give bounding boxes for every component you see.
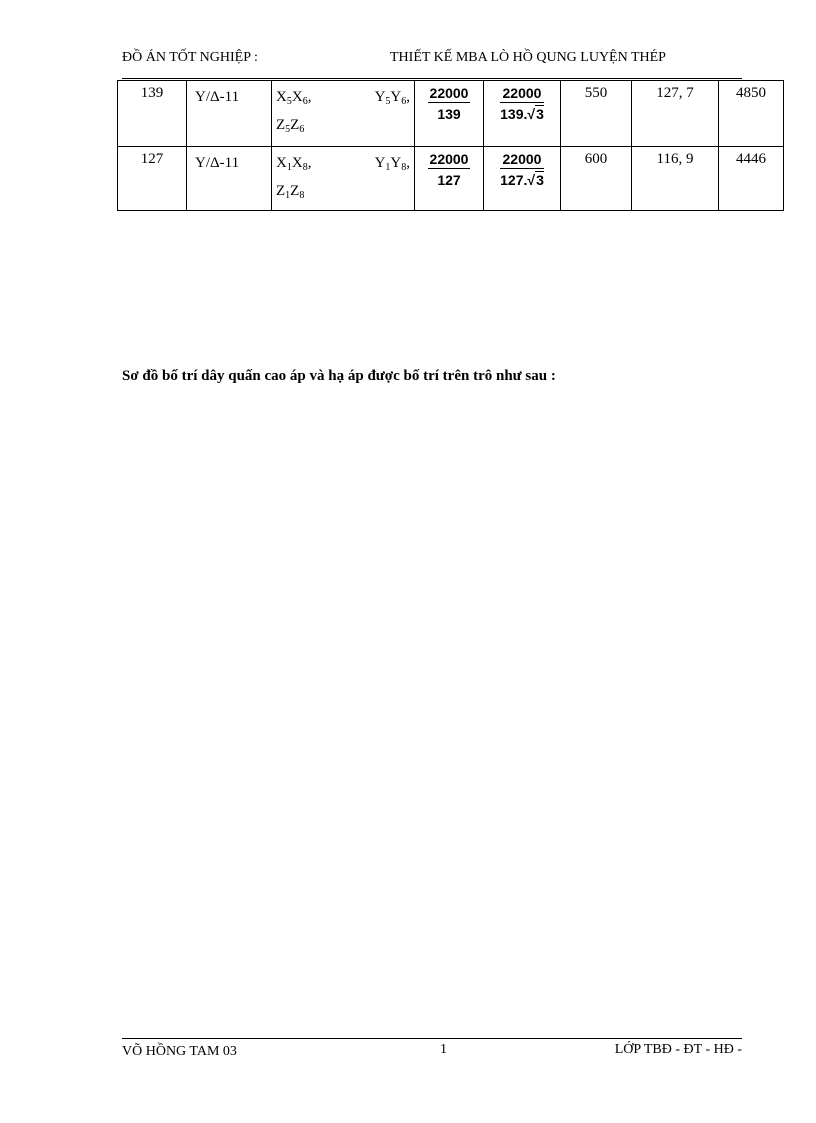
terminals-cell: $X_1X_8$, $Y_1Y_8$, $Z_1Z_8$	[272, 147, 415, 211]
value-cell: 550	[561, 81, 632, 147]
phase-ratio-cell	[484, 81, 561, 147]
table-row	[118, 81, 784, 147]
voltage-cell: 139	[118, 81, 187, 147]
ratio-fraction: $\frac{22000}{127}$	[429, 151, 469, 188]
phase-ratio-fraction: $\frac{22000}{139.√3}$	[500, 85, 544, 122]
ratio-fraction: $\frac{22000}{139}$	[429, 85, 469, 122]
phase-ratio-fraction: $\frac{22000}{127.√3}$	[500, 151, 544, 188]
connection-cell: Y/Δ-11	[187, 81, 272, 147]
terminals-cell: $X_5X_6$, $Y_5Y_6$, $Z_5Z_6$	[272, 81, 415, 147]
page-footer	[122, 1038, 742, 1059]
phase-ratio-cell	[484, 147, 561, 211]
transformer-table	[117, 80, 784, 211]
page-header	[122, 48, 742, 79]
page-number: 1	[440, 1042, 447, 1057]
ratio-cell	[415, 147, 484, 211]
connection-cell: Y/Δ-11	[187, 147, 272, 211]
value-cell: 116, 9	[632, 147, 719, 211]
value-cell: 127, 7	[632, 81, 719, 147]
footer-class: LỚP TBĐ - ĐT - HĐ -	[614, 1042, 742, 1057]
footer-author: VÕ HỒNG TAM 03	[122, 1044, 237, 1059]
header-right-title: THIẾT KẾ MBA LÒ HỒ QUNG LUYỆN THÉP	[390, 50, 666, 65]
section-heading: Sơ đồ bố trí dây quấn cao áp và hạ áp được bố trí trên trô như sau :	[122, 368, 556, 384]
value-cell: 4446	[719, 147, 784, 211]
value-cell: 4850	[719, 81, 784, 147]
header-left-title: ĐỒ ÁN TỐT NGHIỆP :	[122, 50, 258, 65]
ratio-cell	[415, 81, 484, 147]
table-row	[118, 147, 784, 211]
voltage-cell: 127	[118, 147, 187, 211]
value-cell: 600	[561, 147, 632, 211]
